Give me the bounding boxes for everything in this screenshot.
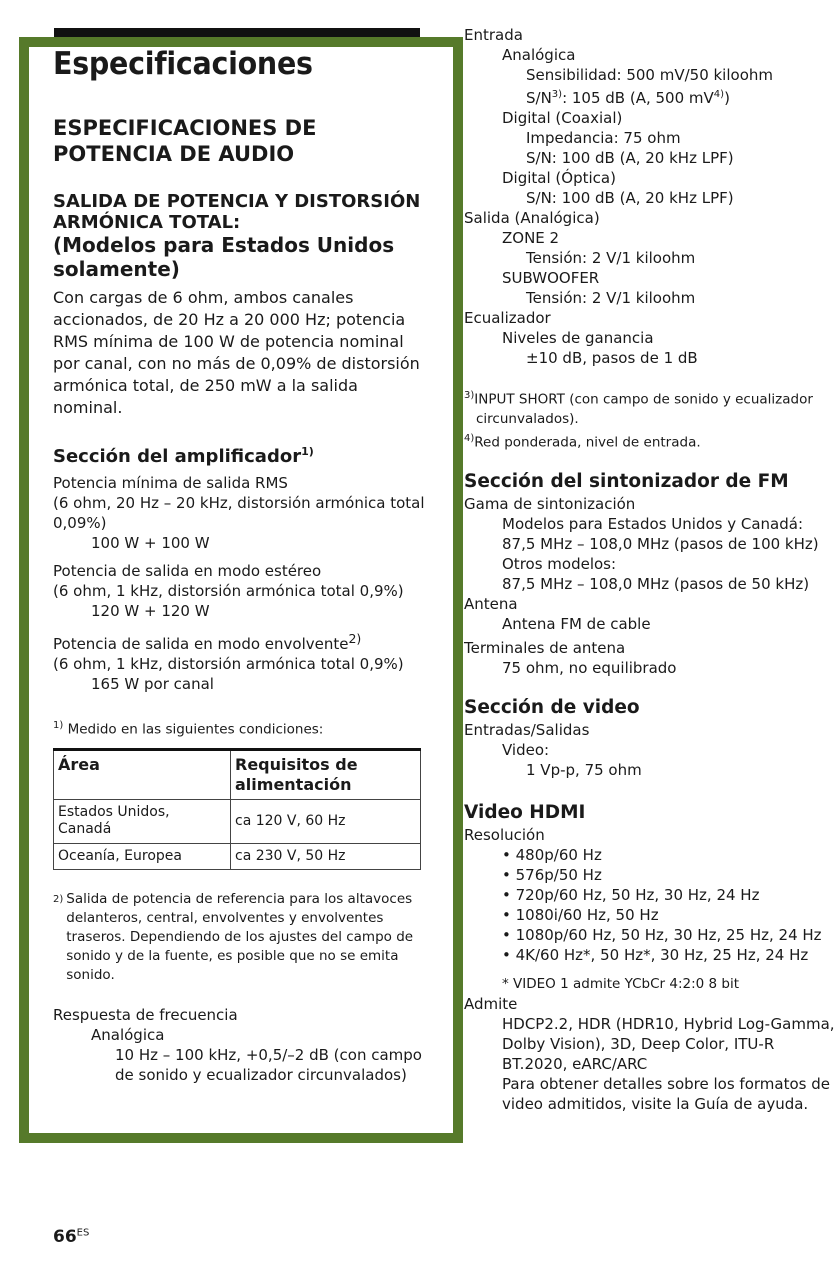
freq-label: Respuesta de frecuencia [53,1005,238,1024]
admite-label: Admite [464,995,518,1013]
otros-value: 87,5 MHz – 108,0 MHz (pasos de 50 kHz) [502,575,810,593]
spec-value: 120 W + 120 W [91,602,210,620]
subwoofer-label: SUBWOOFER [502,269,600,287]
spec-label: Potencia mínima de salida RMS [53,474,288,492]
sub-heading-models: (Modelos para Estados Unidos solamente) [53,233,395,281]
spec-detail: (6 ohm, 1 kHz, distorsión armónica total 0,9%) [53,582,404,600]
video-footnote: * VIDEO 1 admite YCbCr 4:2:0 8 bit [502,976,740,992]
freq-response [53,1005,425,1085]
footnote-2: 2) Salida de potencia de referencia para los altavoces delanteros, central, envolventes y envolventes traseros. Dependiendo de los ajustes del campo de sonido y de la fuente, es posible que no se emita sonido. [53,890,414,983]
terminales-value: 75 ohm, no equilibrado [502,659,677,677]
list-item: • 480p/60 Hz [502,846,602,864]
table-cell: Oceanía, Europea [54,843,231,869]
table-header-row [54,749,421,799]
antena-value: Antena FM de cable [502,615,651,633]
table-cell: ca 120 V, 60 Hz [231,799,421,843]
tension-zone2: Tensión: 2 V/1 kiloohm [526,249,696,267]
freq-sub: Analógica [91,1025,165,1044]
video-label: Video: [502,741,550,759]
table-header-power: Requisitos de alimentación [231,749,421,799]
admite-line: video admitidos, visite la Guía de ayuda. [502,1095,809,1113]
sensibilidad: Sensibilidad: 500 mV/50 kiloohm [526,66,773,84]
niveles-label: Niveles de ganancia [502,329,654,347]
impedancia: Impedancia: 75 ohm [526,129,681,147]
admite-line: HDCP2.2, HDR (HDR10, Hybrid Log-Gamma, [502,1015,835,1033]
spec-rms [53,473,425,553]
spec-surround [53,629,425,694]
footnote-3: $^{3)}$INPUT SHORT (con campo de sonido y ecualizador [464,390,813,408]
admite-line: Para obtener detalles sobre los formatos de [502,1075,830,1093]
amplifier-heading: Sección del amplificador$^{1)}$ [53,445,314,467]
fm-heading: Sección del sintonizador de FM [464,471,789,492]
spec-detail: (6 ohm, 20 Hz – 20 kHz, distorsión armónica total 0,09%) [53,494,425,532]
spec-value: 165 W por canal [91,675,214,693]
list-item: • 4K/60 Hz*, 50 Hz*, 30 Hz, 25 Hz, 24 Hz [502,946,809,964]
intro-paragraph: Con cargas de 6 ohm, ambos canales accionados, de 20 Hz a 20 000 Hz; potencia RMS mínima de 100 W de potencia nominal por canal, con no más de 0,09% de distorsión armónica total, de 250 mW a la salida nominal. [53,288,420,417]
video-value: 1 Vp-p, 75 ohm [526,761,642,779]
table-row [54,843,421,869]
video-heading: Sección de video [464,697,640,718]
power-requirements-table [53,748,421,870]
spec-value: 100 W + 100 W [91,534,210,552]
page-number: $66^{ES}$ [53,1227,90,1247]
entradas-salidas-label: Entradas/Salidas [464,721,590,739]
antena-label: Antena [464,595,518,613]
hdmi-heading: Video HDMI [464,802,586,823]
admite-line: BT.2020, eARC/ARC [502,1055,648,1073]
gama-us: Modelos para Estados Unidos y Canadá: [502,515,803,533]
list-item: • 1080p/60 Hz, 50 Hz, 30 Hz, 25 Hz, 24 Hz [502,926,822,944]
resolucion-label: Resolución [464,826,545,844]
zone2-label: ZONE 2 [502,229,560,247]
list-item: • 1080i/60 Hz, 50 Hz [502,906,659,924]
otros-label: Otros modelos: [502,555,617,573]
list-item: • 720p/60 Hz, 50 Hz, 30 Hz, 24 Hz [502,886,760,904]
analogica-label: Analógica [502,46,576,64]
ecualizador-label: Ecualizador [464,309,551,327]
salida-label: Salida (Analógica) [464,209,600,227]
spec-stereo [53,561,425,621]
admite-line: Dolby Vision), 3D, Deep Color, ITU-R [502,1035,775,1053]
tension-sub: Tensión: 2 V/1 kiloohm [526,289,696,307]
niveles-value: ±10 dB, pasos de 1 dB [526,349,698,367]
table-cell: ca 230 V, 50 Hz [231,843,421,869]
list-item: • 576p/50 Hz [502,866,602,884]
table-row [54,799,421,843]
table-header-area: Área [54,749,231,799]
top-rule [54,28,420,37]
digital-coax: Digital (Coaxial) [502,109,623,127]
sub-heading-distortion: SALIDA DE POTENCIA Y DISTORSIÓN ARMÓNICA TOTAL: [53,191,421,233]
terminales-label: Terminales de antena [464,639,626,657]
sn-analog: $S/N^{3)}$: 105 dB (A, 500 $mV^{4)}$) [526,89,730,107]
spec-label: Potencia de salida en modo envolvente$^{2)}$ [53,631,362,653]
spec-detail: (6 ohm, 1 kHz, distorsión armónica total 0,9%) [53,655,404,673]
footnote-4: $^{4)}$Red ponderada, nivel de entrada. [464,432,701,450]
entrada-label: Entrada [464,26,523,44]
footnote-3-cont: circunvalados). [476,410,579,427]
section-heading: ESPECIFICACIONES DE POTENCIA DE AUDIO [53,116,317,166]
gama-label: Gama de sintonización [464,495,636,513]
digital-opt: Digital (Óptica) [502,169,616,187]
spec-label: Potencia de salida en modo estéreo [53,562,322,580]
left-column [53,46,425,1085]
gama-us-value: 87,5 MHz – 108,0 MHz (pasos de 100 kHz) [502,535,819,553]
footnote-1: $^{1)}$ Medido en las siguientes condiciones: [53,720,324,738]
sn-coax: S/N: 100 dB (A, 20 kHz LPF) [526,149,734,167]
right-column [464,25,835,1114]
page-title: Especificaciones [53,46,313,82]
sn-opt: S/N: 100 dB (A, 20 kHz LPF) [526,189,734,207]
freq-value: 10 Hz – 100 kHz, +0,5/–2 dB (con campo de sonido y ecualizador circunvalados) [115,1045,422,1084]
table-cell: Estados Unidos, Canadá [54,799,231,843]
